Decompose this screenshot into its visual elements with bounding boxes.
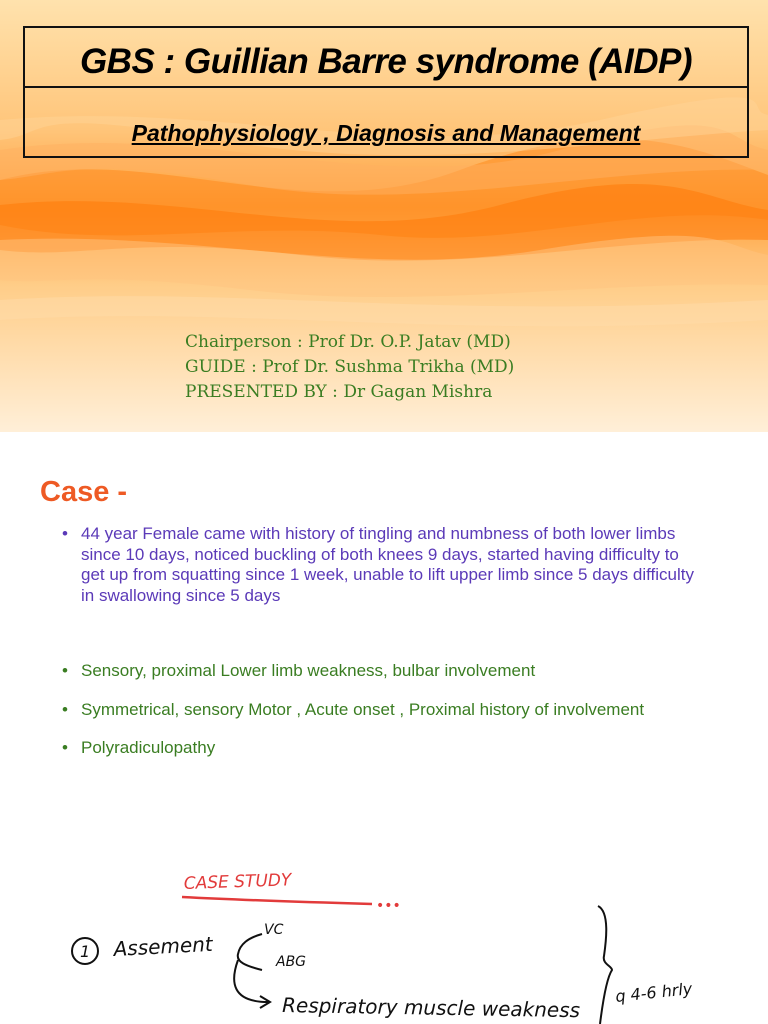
- handwritten-frequency: q 4-6 hrly: [614, 979, 694, 1006]
- bullet-item: [62, 524, 702, 606]
- bullet-text: Polyradiculopathy: [81, 738, 216, 757]
- handwritten-abg: ABG: [276, 954, 307, 970]
- title-divider: [25, 86, 747, 88]
- bullet-item: [62, 738, 702, 759]
- chairperson-line: Chairperson : Prof Dr. O.P. Jatav (MD): [185, 332, 511, 352]
- bullet-text: Sensory, proximal Lower limb weakness, bulbar involvement: [81, 661, 536, 680]
- handwritten-notes: [0, 852, 768, 1024]
- red-underline: [182, 897, 372, 904]
- bullet-dot: •: [62, 699, 68, 719]
- handwritten-respiratory: Respiratory muscle weakness: [281, 993, 581, 1023]
- slide-title: GBS : Guillian Barre syndrome (AIDP): [79, 42, 693, 81]
- case-heading: Case -: [40, 476, 128, 508]
- branch-brace: [238, 934, 262, 970]
- handwritten-number: 1: [80, 942, 91, 961]
- bullet-item: [62, 700, 702, 721]
- bullet-dot: •: [62, 738, 68, 757]
- bullet-item: [62, 661, 702, 682]
- bullet-text: Symmetrical, sensory Motor , Acute onset , Proximal history of involvement: [81, 699, 645, 719]
- case-slide: [0, 432, 768, 1024]
- handwritten-case-study: CASE STUDY: [183, 870, 292, 894]
- case-bullet-list: [62, 524, 702, 759]
- handwritten-assessment: Assement: [113, 931, 214, 961]
- credits-block: [185, 330, 514, 405]
- bullet-dot: •: [62, 661, 68, 680]
- handwritten-dots: •••: [376, 898, 401, 914]
- title-slide: [0, 0, 768, 432]
- bullet-dot: •: [62, 524, 68, 543]
- presenter-line: PRESENTED BY : Dr Gagan Mishra: [185, 382, 493, 402]
- guide-line: GUIDE : Prof Dr. Sushma Trikha (MD): [185, 357, 515, 377]
- right-bracket: [598, 906, 612, 1024]
- bullet-text: 44 year Female came with history of tingling and numbness of both lower limbs since 10 days, noticed buckling of both knees 9 days, started having difficulty to get up from squatting since 1 week, unable to lift upper limb since 5 days difficulty in swallowing since 5 days: [81, 524, 694, 605]
- title-box: [23, 26, 749, 158]
- handwritten-vc: VC: [264, 922, 284, 938]
- slide-subtitle: Pathophysiology , Diagnosis and Management: [131, 120, 641, 146]
